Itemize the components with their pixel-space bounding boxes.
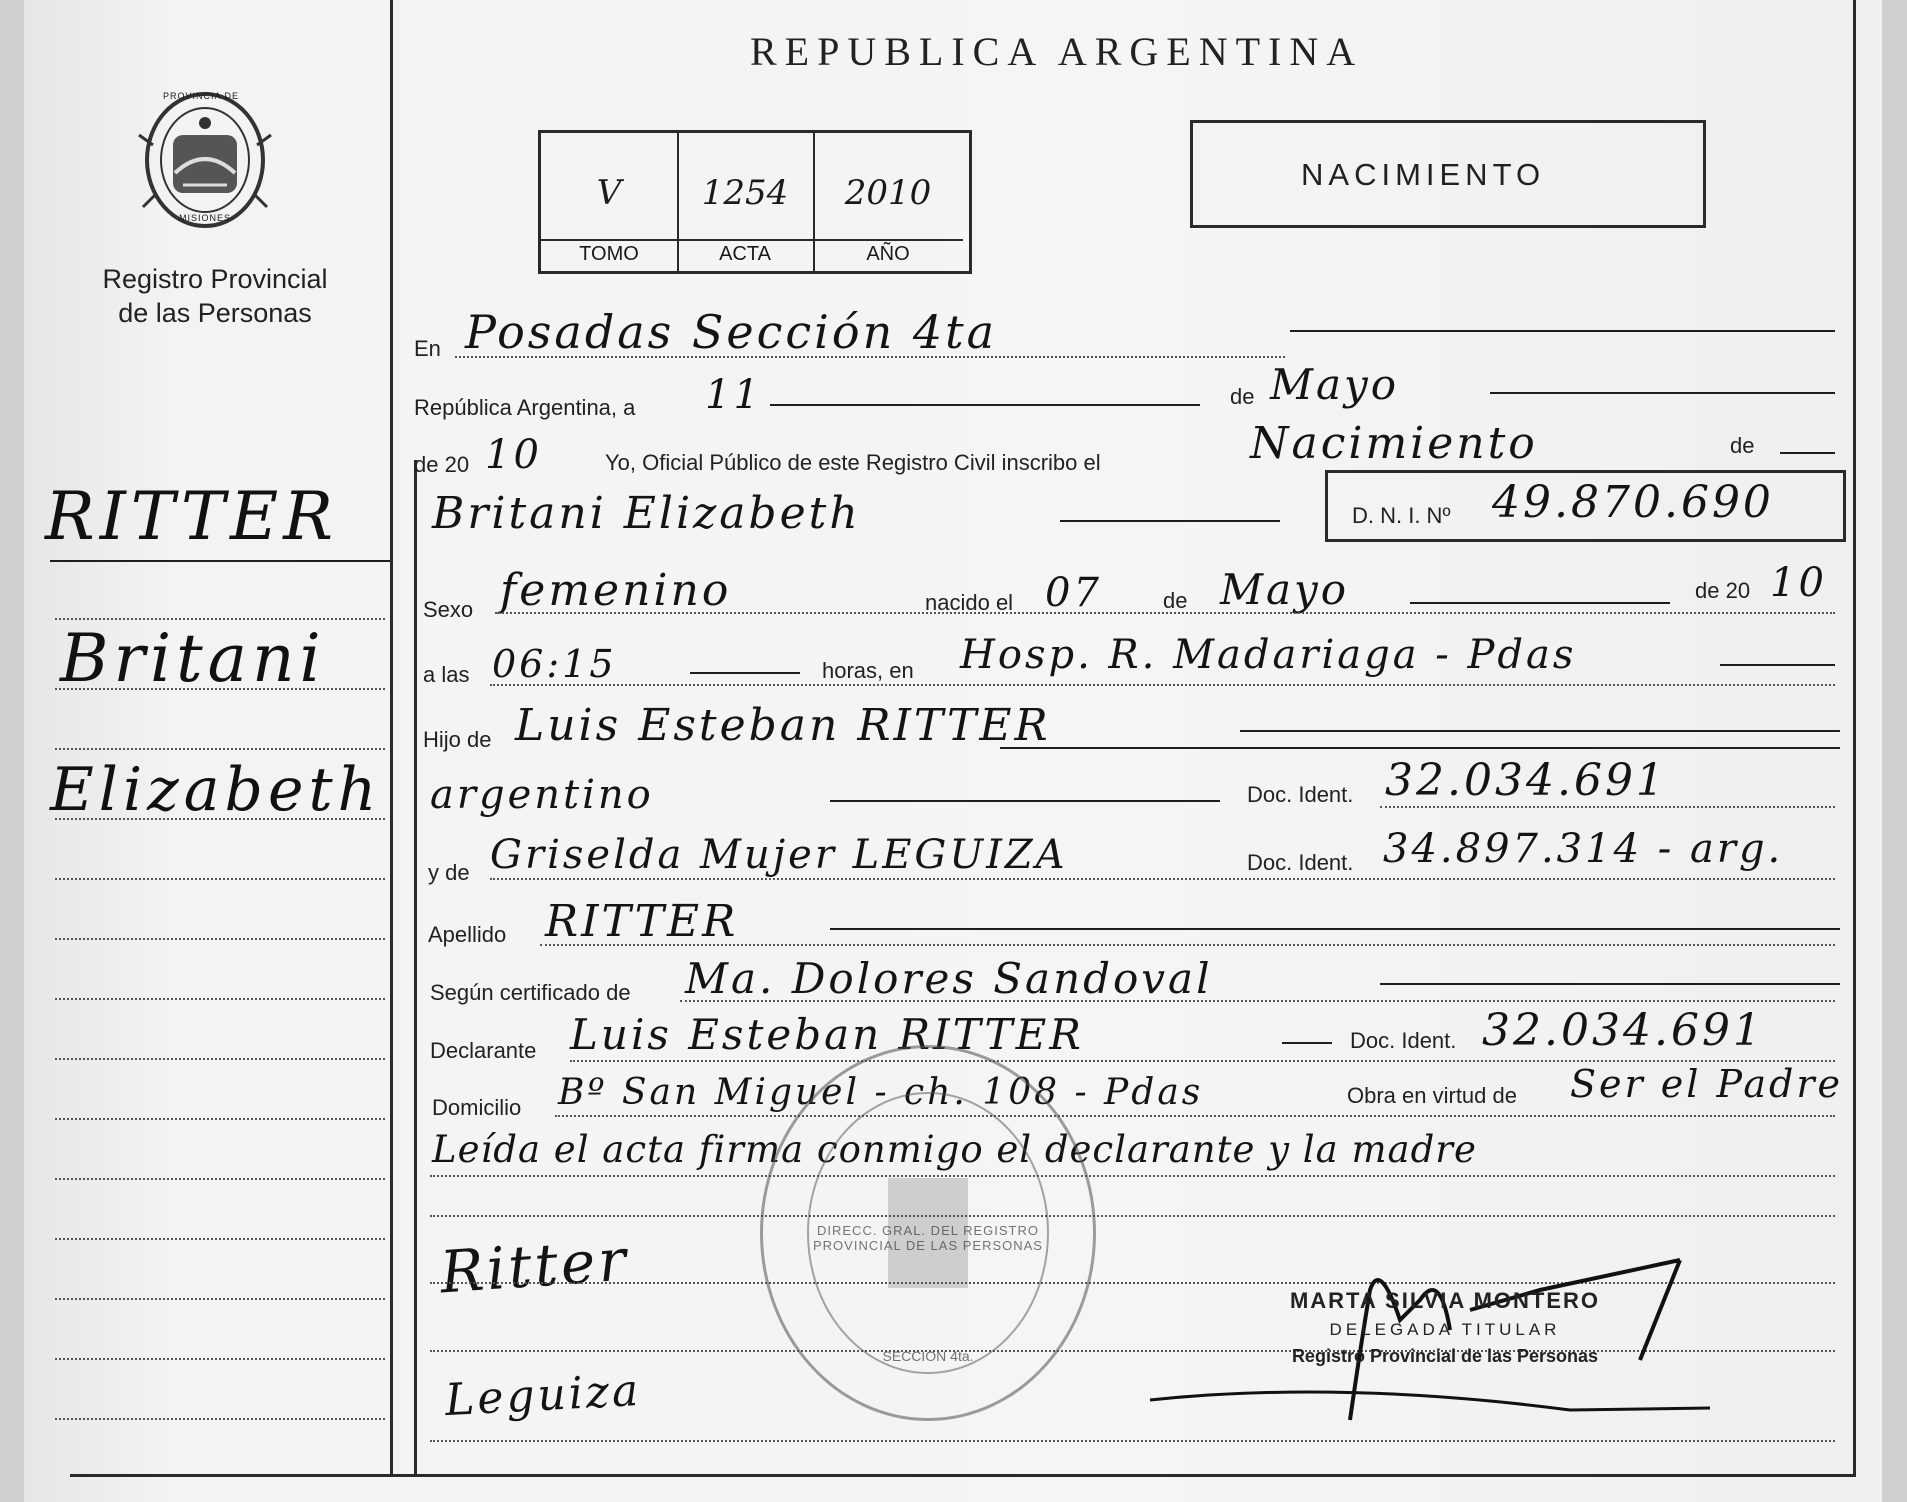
domicilio-label: Domicilio <box>432 1095 522 1120</box>
day-value: 11 <box>705 372 762 418</box>
sidebar-dotline <box>55 748 385 750</box>
record-number-box <box>538 130 972 274</box>
sidebar-dotline <box>55 688 385 690</box>
sidebar-dotline <box>55 818 385 820</box>
mother-signature: Leguiza <box>443 1364 643 1427</box>
obra-value: Ser el Padre <box>1570 1062 1843 1106</box>
nacido-label: nacido el <box>925 590 1014 615</box>
hijo-label: Hijo de <box>423 727 492 752</box>
hour-line <box>690 672 800 674</box>
sexo-value: femenino <box>500 565 732 616</box>
father-doc-dotline <box>1380 806 1835 808</box>
registry-name <box>70 262 360 330</box>
apellido-line <box>830 928 1840 930</box>
en-value: Posadas Sección 4ta <box>465 305 998 359</box>
sidebar-dotline <box>55 618 385 620</box>
reading-dotline <box>430 1175 1835 1177</box>
year-prefix-label: de 20 <box>414 452 470 477</box>
tomo-cell <box>541 133 679 271</box>
nacido-de-label: de <box>1163 588 1188 613</box>
place-line <box>1720 664 1835 666</box>
sidebar-dotline <box>55 1358 385 1360</box>
tomo-value: V <box>596 173 622 213</box>
sidebar-dotline <box>55 878 385 880</box>
nacido-day-value: 07 <box>1045 570 1102 616</box>
dni-box <box>1325 470 1846 542</box>
mother-doc-label: Doc. Ident. <box>1247 850 1354 875</box>
dni-label: D. N. I. Nº <box>1352 503 1451 528</box>
tomo-label: TOMO <box>541 239 677 266</box>
horas-label: horas, en <box>822 658 914 683</box>
reading-value: Leída el acta firma conmigo el declarante y la madre <box>432 1128 1477 1171</box>
obra-label: Obra en virtud de <box>1347 1083 1517 1108</box>
republica-label: República Argentina, a <box>414 395 636 420</box>
apellido-value: RITTER <box>545 896 739 947</box>
segun-value: Ma. Dolores Sandoval <box>685 954 1213 1003</box>
sexo-label: Sexo <box>423 597 474 622</box>
acta-value: 1254 <box>701 173 789 213</box>
registry-line-1: Registro Provincial <box>102 264 328 294</box>
official-title: DELEGADA TITULAR <box>1329 1320 1561 1339</box>
father-doc-value: 32.034.691 <box>1385 755 1667 806</box>
sidebar-dotline <box>55 938 385 940</box>
apellido-dotline <box>540 944 1835 946</box>
nacido-month-value: Mayo <box>1220 565 1350 614</box>
stamp-inner-text: SECCION 4ta. <box>882 1348 974 1364</box>
signature-dotline-3 <box>430 1440 1835 1442</box>
child-name-line <box>1060 520 1280 522</box>
father-line-2 <box>1000 747 1840 749</box>
dni-value: 49.870.690 <box>1492 477 1774 528</box>
month-value: Mayo <box>1270 360 1400 409</box>
sidebar-dotline <box>55 1298 385 1300</box>
segun-label: Según certificado de <box>430 980 631 1005</box>
place-value: Hosp. R. Madariaga - Pdas <box>960 632 1577 678</box>
acta-label: ACTA <box>677 239 813 266</box>
alas-dotline <box>490 684 1835 686</box>
nacido-month-line <box>1410 602 1670 604</box>
nacido-year-label: de 20 <box>1695 578 1751 603</box>
segun-dotline <box>680 1000 1835 1002</box>
en-line <box>1290 330 1835 332</box>
sidebar-first-name: Britani <box>60 620 326 697</box>
yde-label: y de <box>428 860 470 885</box>
day-line <box>770 404 1200 406</box>
alas-label: a las <box>423 662 470 687</box>
domicilio-value: Bº San Miguel - ch. 108 - Pdas <box>558 1072 1204 1113</box>
sidebar-dotline <box>55 1418 385 1420</box>
sidebar-surname: RITTER <box>45 478 338 555</box>
father-nationality-line <box>830 800 1220 802</box>
country-title: REPUBLICA ARGENTINA <box>750 29 1364 74</box>
stamp-outer-text: DIRECC. GRAL. DEL REGISTRO PROVINCIAL DE LAS PERSONAS <box>813 1223 1043 1253</box>
official-name: MARTA SILVIA MONTERO <box>1289 1288 1601 1313</box>
sidebar-dotline <box>55 998 385 1000</box>
mother-dotline <box>490 878 1835 880</box>
sidebar-dotline <box>55 1058 385 1060</box>
inscribo-line <box>1780 452 1835 454</box>
inscribo-label: Yo, Oficial Público de este Registro Civil inscribo el <box>605 450 1101 475</box>
declarante-line <box>1282 1042 1332 1044</box>
ano-cell <box>813 133 963 271</box>
hour-value: 06:15 <box>492 642 617 686</box>
nacido-year-value: 10 <box>1770 560 1827 606</box>
month-line <box>1490 392 1835 394</box>
bottom-border <box>70 1474 1856 1477</box>
seal-bottom-text: MISIONES <box>179 213 232 223</box>
form-left-border <box>414 460 417 1475</box>
declarant-signature: Ritter <box>437 1225 632 1307</box>
official-signature-block <box>1230 1288 1660 1367</box>
apellido-label: Apellido <box>428 922 507 947</box>
declarante-value: Luis Esteban RITTER <box>570 1010 1084 1059</box>
sidebar-dotline <box>55 1178 385 1180</box>
sidebar-middle-name: Elizabeth <box>50 755 382 825</box>
blank-dotline <box>430 1215 1835 1217</box>
declarante-doc-value: 32.034.691 <box>1482 1005 1764 1056</box>
sexo-dotline <box>495 612 1835 614</box>
father-doc-label: Doc. Ident. <box>1247 782 1354 807</box>
right-page-border <box>1853 0 1856 1475</box>
mother-value: Griselda Mujer LEGUIZA <box>490 832 1068 878</box>
segun-line <box>1380 983 1840 985</box>
father-nationality-value: argentino <box>430 772 654 818</box>
inscribo-value: Nacimiento <box>1250 418 1538 469</box>
month-de-label: de <box>1230 384 1255 409</box>
mother-doc-value: 34.897.314 - arg. <box>1383 826 1784 872</box>
father-value: Luis Esteban RITTER <box>515 700 1051 751</box>
ano-label: AÑO <box>813 239 963 266</box>
seal-top-text: PROVINCIA DE <box>163 91 240 101</box>
en-dotline <box>455 356 1285 358</box>
left-column-divider <box>390 0 393 1475</box>
child-name-value: Britani Elizabeth <box>432 488 861 539</box>
act-type-label: NACIMIENTO <box>1301 157 1546 192</box>
misiones-seal <box>135 85 275 235</box>
acta-cell <box>677 133 815 271</box>
en-label: En <box>414 336 441 361</box>
act-type-box <box>1190 120 1706 228</box>
sidebar-surname-underline <box>50 560 390 562</box>
ano-value: 2010 <box>844 173 932 213</box>
father-line <box>1240 730 1840 732</box>
sidebar-dotline <box>55 1118 385 1120</box>
sidebar-dotline <box>55 1238 385 1240</box>
registry-line-2: de las Personas <box>118 298 312 328</box>
inscribo-de-label: de <box>1730 433 1755 458</box>
domicilio-dotline <box>555 1115 1835 1117</box>
declarante-label: Declarante <box>430 1038 537 1063</box>
declarante-doc-label: Doc. Ident. <box>1350 1028 1457 1053</box>
official-round-stamp <box>760 1045 1096 1421</box>
year-value: 10 <box>485 432 542 478</box>
official-office: Registro Provincial de las Personas <box>1291 1346 1599 1366</box>
